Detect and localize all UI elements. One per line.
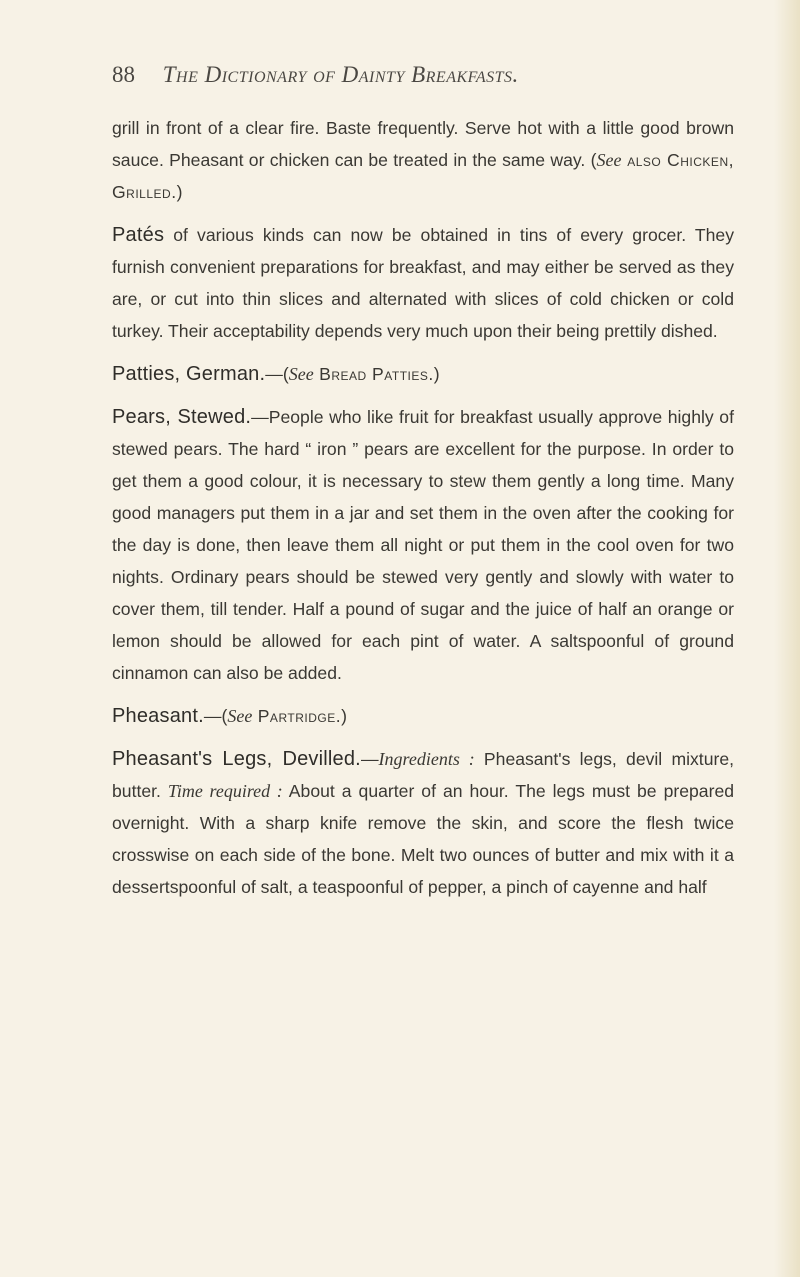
ingredients-label: Ingredients :	[378, 749, 475, 769]
dash: —(	[203, 706, 228, 726]
cross-ref-close: )	[341, 706, 347, 726]
entry-text: About a quarter of an hour. The legs must be prepared overnight. With a sharp knife remove the skin, and score the flesh twice crosswise on each side of the bone. Melt two ounces of butter and mix with it a dessertspoonful of salt, a teaspoonful of pepper, a pinch of cayenne and half	[112, 781, 735, 897]
entry-pates	[112, 219, 734, 347]
see-label: See	[227, 706, 253, 726]
cross-reference: Partridge.	[252, 706, 342, 726]
headword: Pheasant.	[112, 705, 204, 727]
ingredients-text: Pheasant's legs, devil mixture, butter.	[112, 749, 735, 801]
entry-pheasants-legs-devilled	[112, 743, 734, 903]
page-body	[112, 112, 734, 914]
dash: —(	[265, 364, 289, 384]
see-label: See	[288, 364, 314, 384]
cross-ref-close: )	[176, 182, 183, 202]
cross-ref-close: )	[433, 364, 440, 384]
see-label: See	[596, 150, 622, 170]
headword: Pears, Stewed.	[112, 406, 252, 428]
entry-text: —People who like fruit for breakfast usually approve highly of stewed pears. The hard “ iron ” pears are excellent for the purpose. In order to get them a good colour, it is necessary to stew them gently a long time. Many good managers put them in a jar and set them in the oven after the cooking for the day is done, then leave them all night or put them in the cool oven for two nights. Ordinary pears should be stewed very gently and slowly with water to cover them, till tender. Half a pound of sugar and the juice of half an orange or lemon should be allowed for each pint of water. A saltspoonful of ground cinnamon can also be added.	[112, 407, 734, 683]
time-label: Time required :	[167, 781, 283, 801]
entry-patties-german	[112, 358, 734, 390]
entry-grill-continuation	[112, 112, 734, 208]
entry-pears-stewed	[112, 401, 734, 689]
running-header	[112, 62, 712, 92]
cross-reference: also Chicken, Grilled.	[112, 150, 734, 202]
running-title: The Dictionary of Dainty Breakfasts.	[162, 62, 519, 87]
dash: —	[360, 749, 379, 769]
headword: Pheasant's Legs, Devilled.	[112, 748, 361, 770]
cross-reference: Bread Patties.	[313, 364, 434, 384]
entry-pheasant	[112, 700, 734, 732]
headword: Patés	[112, 224, 165, 246]
entry-text: grill in front of a clear fire. Baste frequently. Serve hot with a little good brown sauce. Pheasant or chicken can be treated in the same way.	[112, 118, 734, 170]
page-edge-shadow	[774, 0, 800, 1277]
page-number: 88	[112, 62, 135, 87]
entry-text: of various kinds can now be obtained in tins of every grocer. They furnish convenient preparations for breakfast, and may either be served as they are, or cut into thin slices and alternated with slices of cold chicken or cold turkey. Their acceptability depends very much upon their being prettily dished.	[112, 225, 734, 341]
cross-ref-open: (	[590, 150, 597, 170]
headword: Patties, German.	[112, 363, 266, 385]
